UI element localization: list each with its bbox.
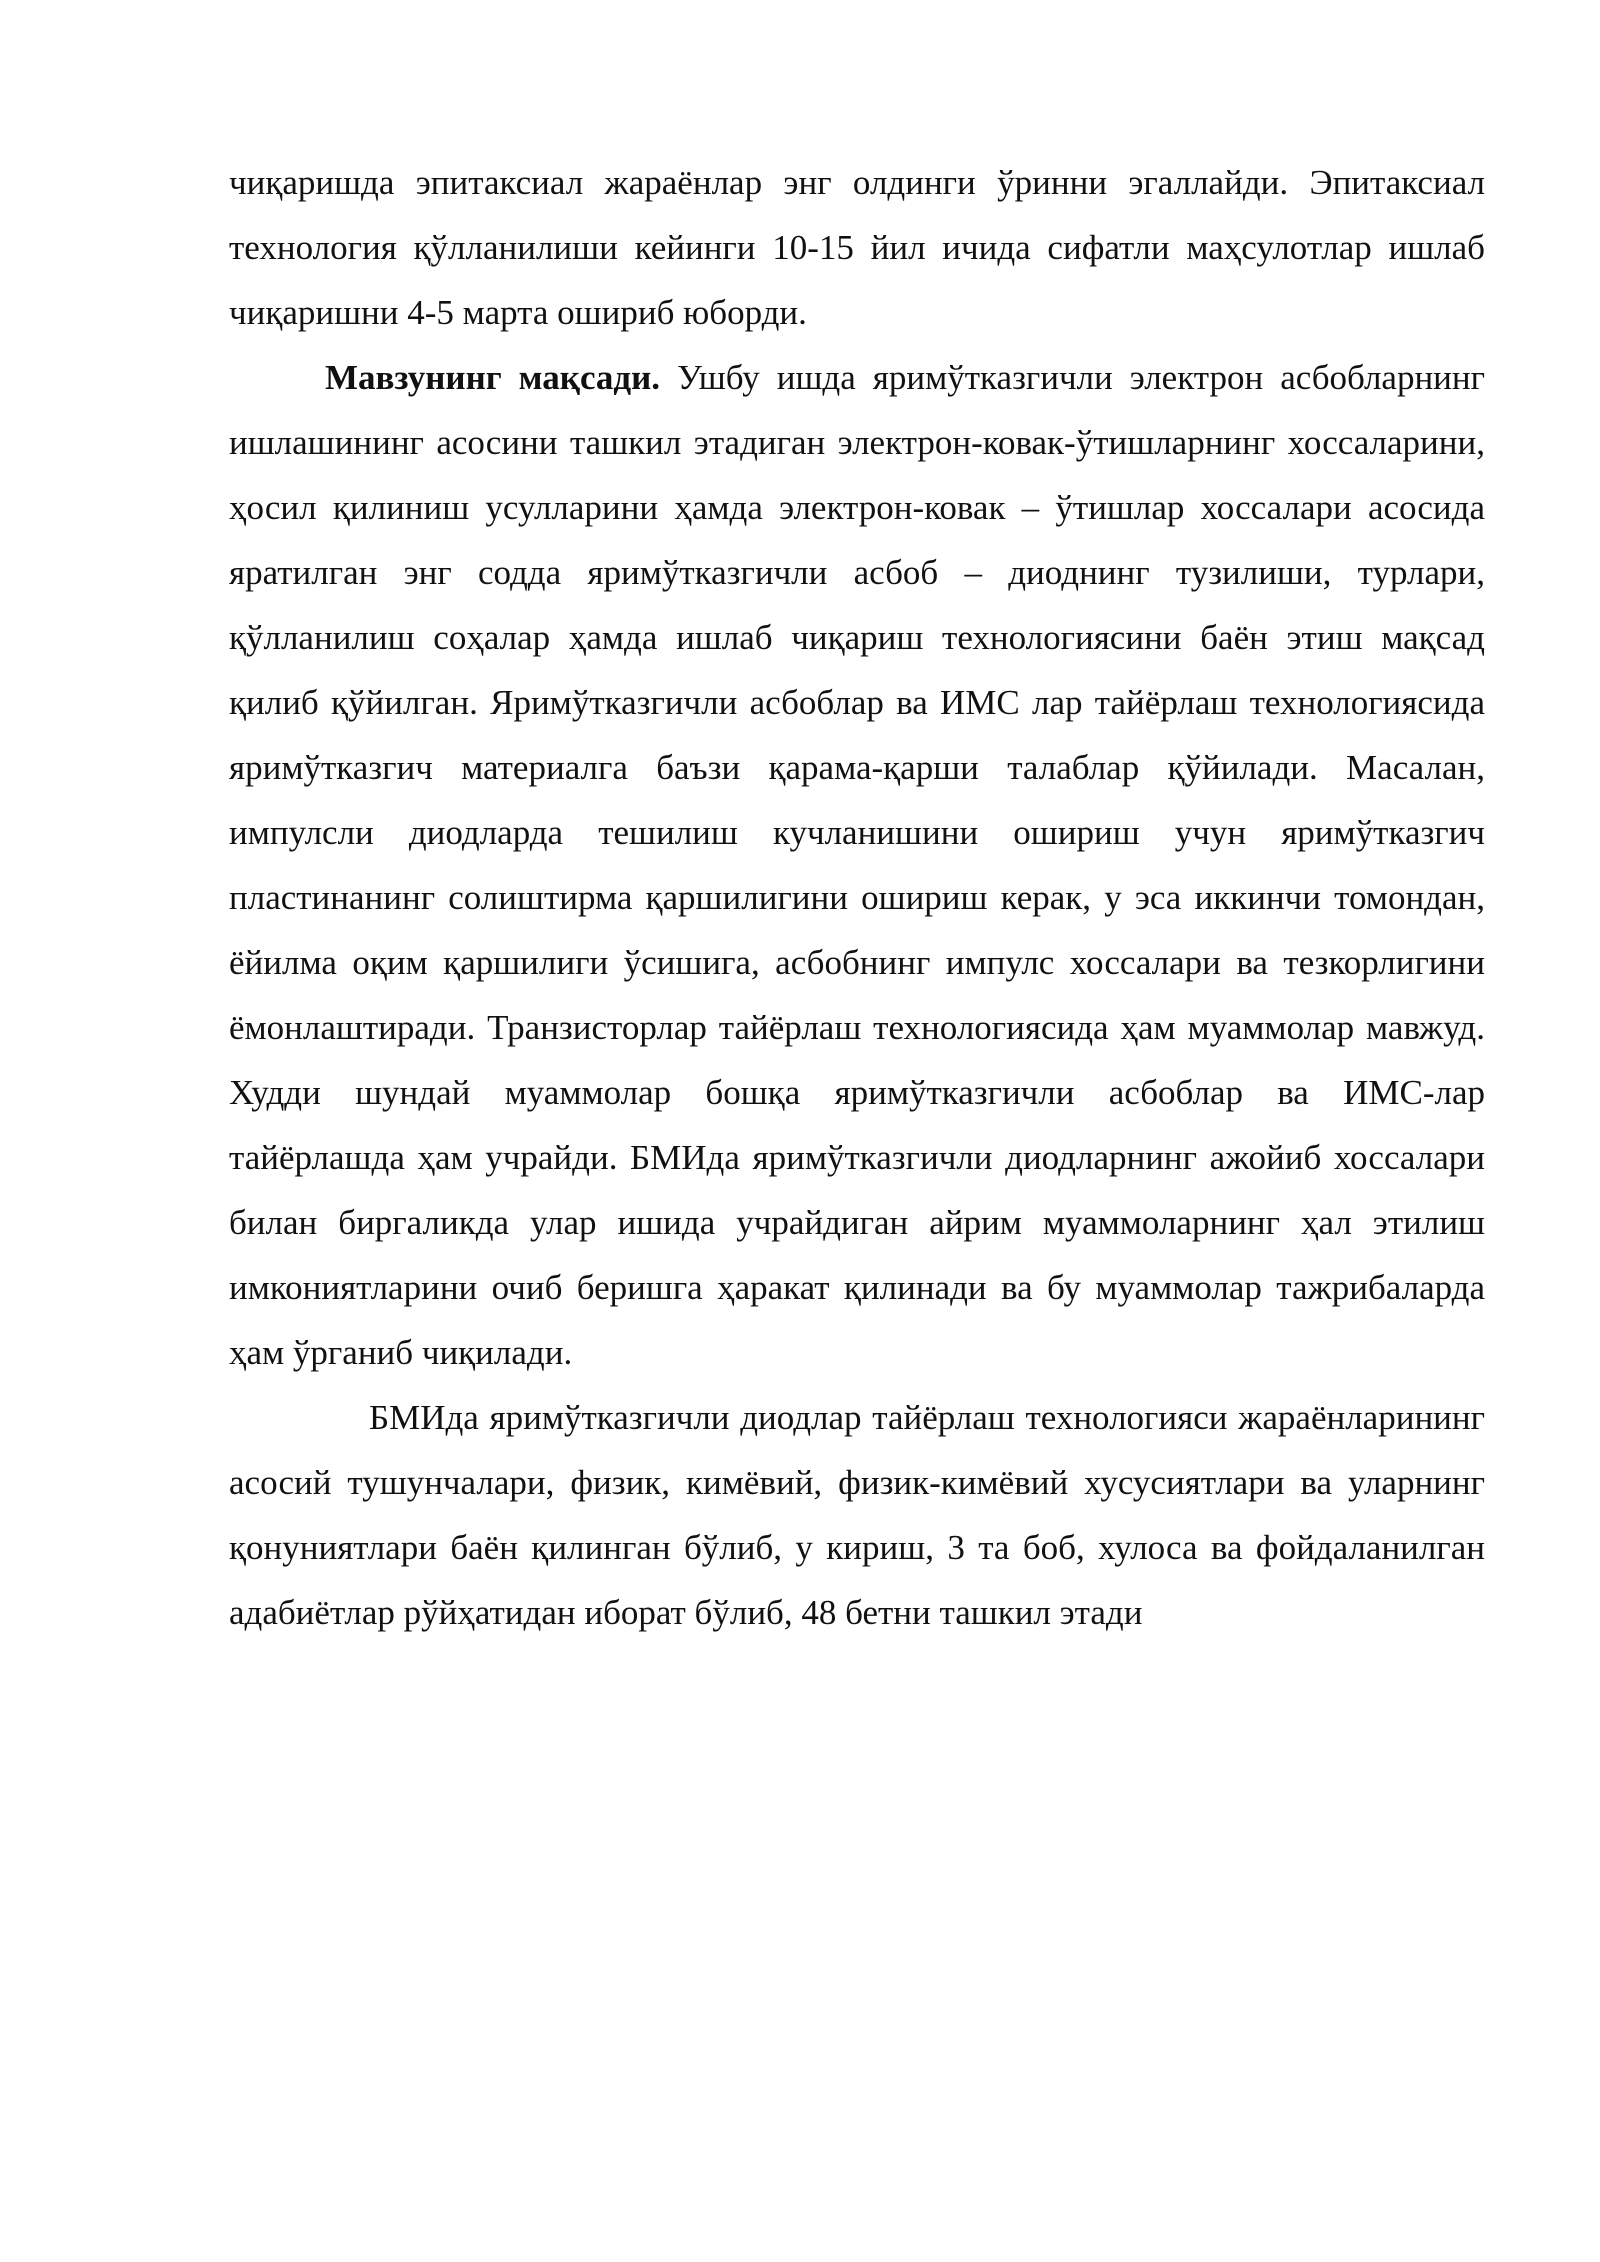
topic-goal-heading: Мавзунинг мақсади.: [325, 358, 661, 397]
paragraph-bmi-structure: БМИда яримўтказгичли диодлар тайёрлаш технологияси жараёнларининг асосий тушунчалари, физик, кимёвий, физик-кимёвий хусусиятлари ва уларнинг қонуниятлари баён қилинган бўлиб, у кириш, 3 та боб, хулоса ва фойдаланилган адабиётлар рўйҳатидан иборат бўлиб, 48 бетни ташкил этади: [229, 1398, 1485, 1632]
document-body: [229, 150, 1485, 1645]
paragraph-epitaxial-intro: чиқаришда эпитаксиал жараёнлар энг олдинги ўринни эгаллайди. Эпитаксиал технология қўлланилиши кейинги 10-15 йил ичида сифатли маҳсулотлар ишлаб чиқаришни 4-5 марта ошириб юборди.: [229, 163, 1485, 332]
topic-goal-body: Ушбу ишда яримўтказгичли электрон асбобларнинг ишлашининг асосини ташкил этадиган электрон-ковак-ўтишларнинг хоссаларини, ҳосил қилиниш усулларини ҳамда электрон-ковак – ўтишлар хоссалари асосида яратилган энг содда яримўтказгичли асбоб – диоднинг тузилиши, турлари, қўлланилиш соҳалар ҳамда ишлаб чиқариш технологиясини баён этиш мақсад қилиб қўйилган. Яримўтказгичли асбоблар ва ИМС лар тайёрлаш технологиясида яримўтказгич материалга баъзи қарама-қарши талаблар қўйилади. Масалан, импулсли диодларда тешилиш кучланишини ошириш учун яримўтказгич пластинанинг солиштирма қаршилигини ошириш керак, у эса иккинчи томондан, ёйилма оқим қаршилиги ўсишига, асбобнинг импулс хоссалари ва тезкорлигини ёмонлаштиради. Транзисторлар тайёрлаш технологиясида ҳам муаммолар мавжуд. Худди шундай муаммолар бошқа яримўтказгичли асбоблар ва ИМС-лар тайёрлашда ҳам учрайди. БМИда яримўтказгичли диодларнинг ажойиб хоссалари билан биргаликда улар ишида учрайдиган айрим муаммоларнинг ҳал этилиш имкониятларини очиб беришга ҳаракат қилинади ва бу муаммолар тажрибаларда ҳам ўрганиб чиқилади.: [229, 358, 1486, 1372]
paragraph-topic-goal: [229, 345, 1485, 1385]
